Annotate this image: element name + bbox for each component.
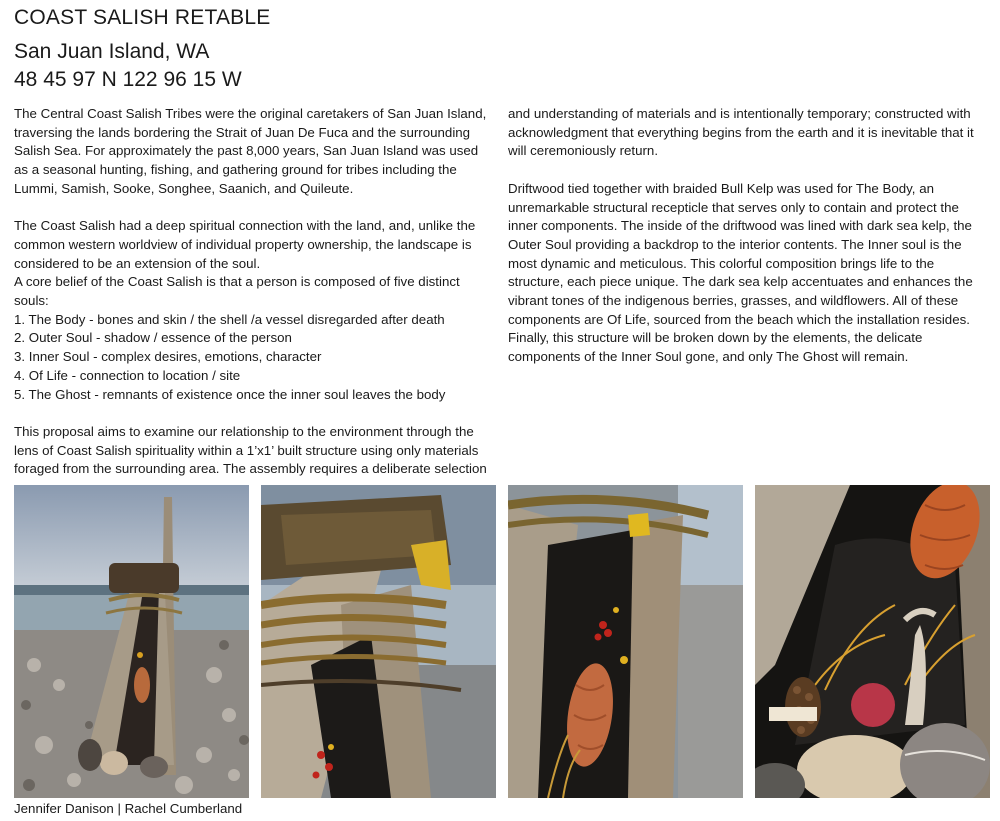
soul-item-5: 5. The Ghost - remnants of existence once the inner soul leaves the body bbox=[14, 386, 446, 402]
location-subtitle: San Juan Island, WA bbox=[14, 40, 210, 63]
structure-paragraph: Driftwood tied together with braided Bull Kelp was used for The Body, an unremarkable structural recepticle that serves only to contain and protect the inner components. The inside of the driftwood was lined with dark sea kelp, the Outer Soul providing a backdrop to the interior contents. The Inner soul is the most dynamic and meticulous. This colorful composition brings life to the structure, each piece unique. The dark sea kelp accentuates and enhances the vibrant tones of the indigenous berries, grasses, and wildflowers. All of these components are Of Life, sourced from the beach which the installation resides. Finally, this structure will be broken down by the elements, the delicate components of the Inner Soul gone, and only The Ghost will remain. bbox=[508, 180, 973, 365]
soul-item-4: 4. Of Life - connection to location / site bbox=[14, 367, 241, 383]
materials-paragraph: and understanding of materials and is intentionally temporary; constructed with acknowledgment that everything begins from the earth and it is inevitable that it will ceremoniously return. bbox=[508, 106, 974, 159]
right-text-column bbox=[508, 105, 986, 367]
connection-paragraph: The Coast Salish had a deep spiritual connection with the land, and, unlike the common western worldview of individual property ownership, the landscape is considered to be an extension of the soul. bbox=[14, 218, 476, 271]
intro-paragraph: The Central Coast Salish Tribes were the original caretakers of San Juan Island, traversing the lands bordering the Strait of Juan De Fuca and the surrounding Salish Sea. For approximately the past 8,000 years, San Juan Island was used as a seasonal hunting, fishing, and gathering ground for tribes including the Lummi, Samish, Sooke, Songhee, Saanich, and Quileute. bbox=[14, 106, 487, 196]
photo-retable-beach bbox=[14, 485, 249, 798]
soul-item-2: 2. Outer Soul - shadow / essence of the person bbox=[14, 330, 292, 346]
author-credits: Jennifer Danison | Rachel Cumberland bbox=[14, 801, 243, 816]
page-title: COAST SALISH RETABLE bbox=[14, 6, 271, 29]
left-text-column bbox=[14, 105, 492, 479]
souls-intro-paragraph: A core belief of the Coast Salish is that a person is composed of five distinct souls: bbox=[14, 274, 460, 309]
photo-kelp-wrap-closeup bbox=[261, 485, 496, 798]
photo-interior-stones-pinecone bbox=[755, 485, 990, 798]
photo-interior-red-stone bbox=[508, 485, 743, 798]
soul-item-3: 3. Inner Soul - complex desires, emotions, character bbox=[14, 349, 322, 365]
soul-item-1: 1. The Body - bones and skin / the shell /a vessel disregarded after death bbox=[14, 311, 445, 327]
coordinates-subtitle: 48 45 97 N 122 96 15 W bbox=[14, 68, 242, 91]
proposal-paragraph: This proposal aims to examine our relationship to the environment through the lens of Coast Salish spirituality within a 1’x1’ built structure using only materials foraged from the surrounding area. The assembly requires a deliberate selection bbox=[14, 423, 487, 477]
